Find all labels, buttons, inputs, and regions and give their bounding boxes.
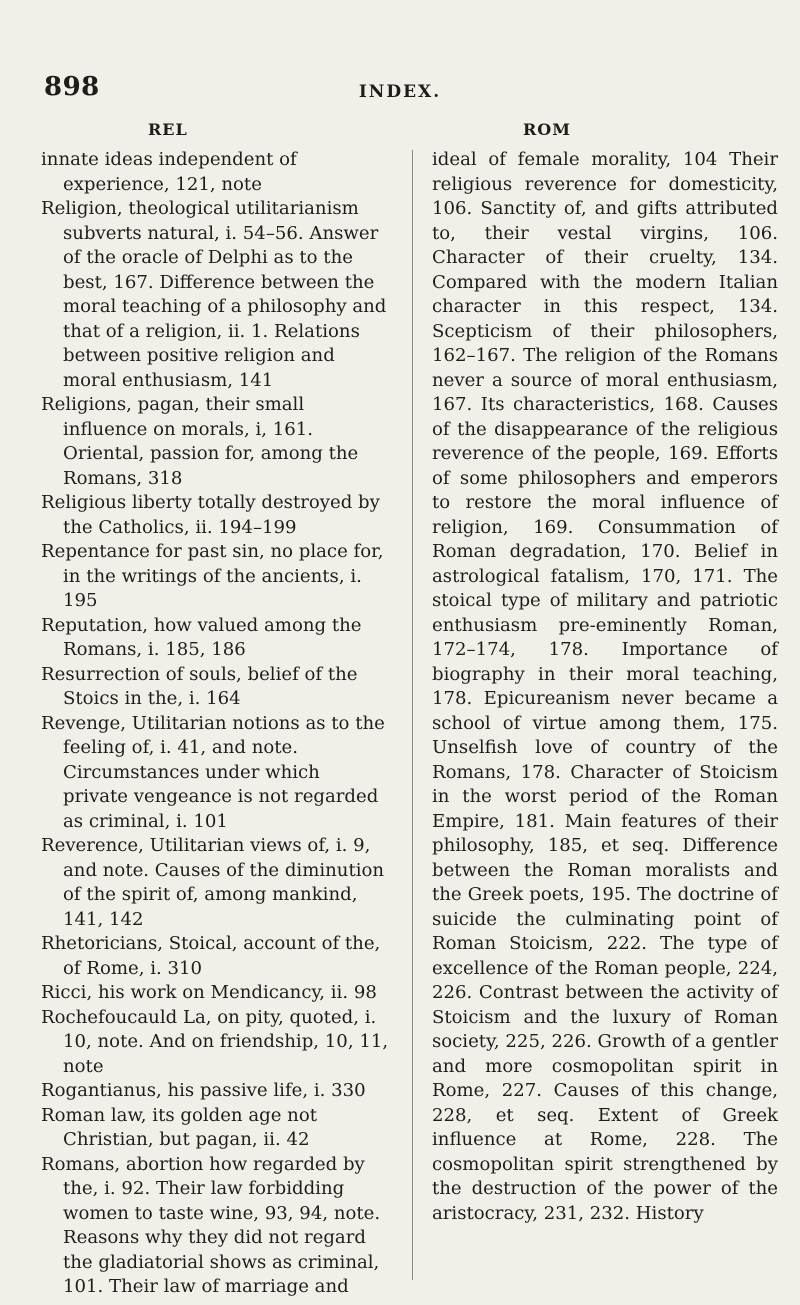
entry-text: Resurrection of souls, belief of the Stoics in the, i. 164 (41, 663, 364, 709)
entry-text: Religious liberty totally destroyed by the Catholics, ii. 194–199 (41, 492, 386, 538)
index-entry (41, 148, 389, 197)
left-column (41, 148, 394, 1300)
index-entry (41, 663, 389, 712)
entry-text: Reputation, how valued among the Romans, i. 185, 186 (41, 614, 368, 660)
entry-text: Roman law, its golden age not Christian, but pagan, ii. 42 (41, 1104, 323, 1150)
index-entry (41, 1006, 394, 1080)
index-entry (41, 540, 389, 614)
entry-text: Romans, abortion how regarded by the, i. 92. Their law forbidding women to taste wine, 93, 94, note. Reasons why they did not regard the gladiatorial shows as criminal, 101. Their law of marriage and (41, 1153, 386, 1297)
left-column-header: REL (148, 120, 188, 139)
index-entry (41, 614, 389, 663)
index-entry (41, 197, 393, 393)
index-entry (41, 393, 389, 491)
index-entry (41, 712, 389, 835)
index-entry (41, 1153, 389, 1300)
right-column-header: ROM (523, 120, 571, 139)
entry-text: Rogantianus, his passive life, i. 330 (41, 1080, 366, 1101)
right-column (432, 148, 778, 1226)
index-entry (41, 834, 389, 932)
entry-text: Reverence, Utilitarian views of, i. 9, and note. Causes of the diminution of the spirit of, among mankind, 141, 142 (41, 835, 390, 930)
entry-text: Rochefoucauld La, on pity, quoted, i. 10, note. And on friendship, 10, 11, note (41, 1006, 394, 1077)
entry-text: innate ideas independent of experience, 121, note (41, 149, 303, 195)
entry-text: Religion, theological utilitarianism subverts natural, i. 54–56. Answer of the oracle of Delphi as to the best, 167. Difference between the moral teaching of a philosophy and that of a religion, ii. 1. Relations between positive religion and moral enthusiasm, 141 (41, 198, 393, 391)
page-number: 898 (44, 72, 100, 102)
running-head: INDEX. (358, 82, 442, 102)
index-entry (41, 932, 389, 981)
entry-text: Repentance for past sin, no place for, in the writings of the ancients, i. 195 (41, 541, 390, 611)
entry-text: Ricci, his work on Mendicancy, ii. 98 (41, 982, 377, 1003)
column-divider (412, 150, 413, 1280)
entry-text: Revenge, Utilitarian notions as to the feeling of, i. 41, and note. Circumstances under which private vengeance is not regarded as criminal, i. 101 (41, 712, 391, 832)
entry-text: Religions, pagan, their small influence on morals, i, 161. Oriental, passion for, among the Romans, 318 (41, 394, 364, 489)
entry-text: Rhetoricians, Stoical, account of the, of Rome, i. 310 (41, 933, 387, 979)
index-entry (41, 981, 389, 1006)
index-entry (41, 1079, 389, 1104)
index-entry (41, 1104, 389, 1153)
index-entry-continued: ideal of female morality, 104 Their religious reverence for domesticity, 106. Sanctity of, and gifts attributed to, their vestal virgins, 106. Character of their cruelty, 134. Compared with the modern Italian character in this respect, 134. Scepticism of their philosophers, 162–167. The religion of the Romans never a source of moral enthusiasm, 167. Its characteristics, 168. Causes of the disappearance of the religious reverence of the people, 169. Efforts of some philosophers and emperors to restore the moral influence of religion, 169. Consummation of Roman degradation, 170. Belief in astrological fatalism, 170, 171. The stoical type of military and patriotic enthusiasm pre-eminently Roman, 172–174, 178. Importance of biography in their moral teaching, 178. Epicureanism never became a school of virtue among them, 175. Unselfish love of country of the Romans, 178. Character of Stoicism in the worst period of the Roman Empire, 181. Main features of their philosophy, 185, et seq. Difference between the Roman moralists and the Greek poets, 195. The doctrine of suicide the culminating point of Roman Stoicism, 222. The type of excellence of the Roman people, 224, 226. Contrast between the activity of Stoicism and the luxury of Roman society, 225, 226. Growth of a gentler and more cosmopolitan spirit in Rome, 227. Causes of this change, 228, et seq. Extent of Greek influence at Rome, 228. The cosmopolitan spirit strengthened by the destruction of the power of the aristocracy, 231, 232. History (432, 149, 778, 1224)
index-entry (41, 491, 389, 540)
